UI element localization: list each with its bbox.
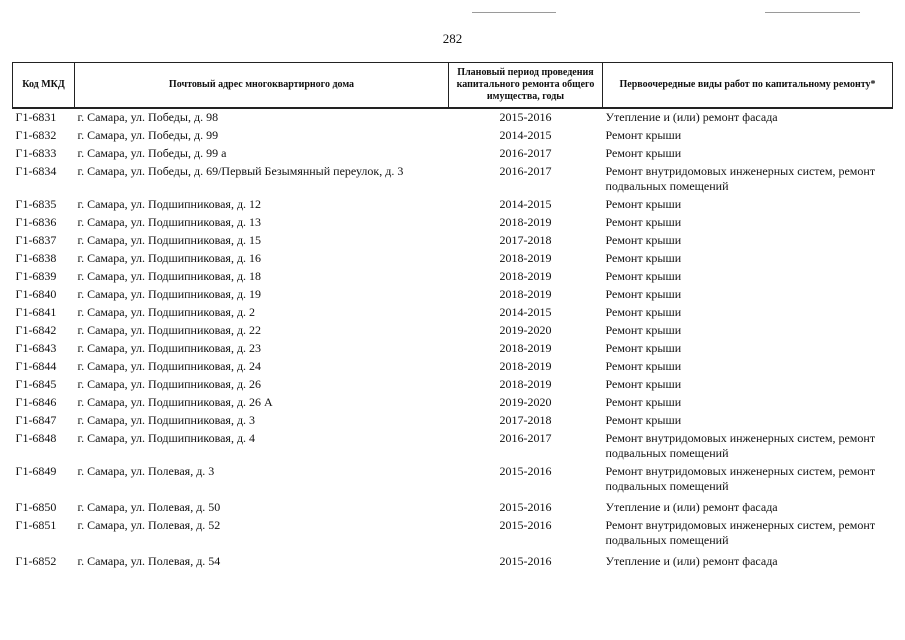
table-row: [13, 322, 893, 340]
repair-works-cell: Утепление и (или) ремонт фасада: [605, 554, 778, 568]
repair-period-cell: 2015-2016: [499, 500, 552, 514]
repair-works-cell: Ремонт внутридомовых инженерных систем, ремонт подвальных помещений: [605, 464, 876, 493]
repair-period-cell: 2015-2016: [499, 464, 552, 478]
header-works: Первоочередные виды работ по капитальному ремонту*: [603, 63, 893, 109]
address-cell: г. Самара, ул. Полевая, д. 54: [77, 554, 221, 568]
mkd-code-cell: Г1-6847: [15, 413, 57, 427]
repair-works-cell: Ремонт крыши: [605, 215, 682, 229]
mkd-code-cell: Г1-6841: [15, 305, 57, 319]
scan-artifact-line: [765, 12, 860, 13]
address-cell: г. Самара, ул. Победы, д. 99 а: [77, 146, 227, 160]
address-cell: г. Самара, ул. Подшипниковая, д. 26 А: [77, 395, 273, 409]
address-cell: г. Самара, ул. Полевая, д. 52: [77, 518, 221, 532]
repair-works-cell: Ремонт крыши: [605, 395, 682, 409]
header-period: Плановый период проведения капитального ремонта общего имущества, годы: [449, 63, 603, 109]
address-cell: г. Самара, ул. Подшипниковая, д. 2: [77, 305, 256, 319]
mkd-code-cell: Г1-6832: [15, 128, 57, 142]
table-row: [13, 196, 893, 214]
table-row: [13, 358, 893, 376]
repair-works-cell: Ремонт внутридомовых инженерных систем, ремонт подвальных помещений: [605, 518, 876, 547]
mkd-code-cell: Г1-6835: [15, 197, 57, 211]
repair-works-cell: Ремонт крыши: [605, 197, 682, 211]
repair-works-cell: Ремонт крыши: [605, 269, 682, 283]
address-cell: г. Самара, ул. Подшипниковая, д. 13: [77, 215, 262, 229]
repair-period-cell: 2018-2019: [499, 377, 552, 391]
repair-works-cell: Ремонт крыши: [605, 251, 682, 265]
header-address: Почтовый адрес многоквартирного дома: [75, 63, 449, 109]
table-row: [13, 376, 893, 394]
repair-period-cell: 2016-2017: [499, 164, 552, 178]
repair-period-cell: 2015-2016: [499, 518, 552, 532]
repair-works-cell: Ремонт крыши: [605, 146, 682, 160]
mkd-code-cell: Г1-6833: [15, 146, 57, 160]
table-row: [13, 550, 893, 571]
repair-works-cell: Утепление и (или) ремонт фасада: [605, 110, 778, 124]
address-cell: г. Самара, ул. Победы, д. 99: [77, 128, 219, 142]
table-row: [13, 127, 893, 145]
repair-period-cell: 2014-2015: [499, 305, 552, 319]
table-row: [13, 108, 893, 127]
repair-period-cell: 2019-2020: [499, 323, 552, 337]
address-cell: г. Самара, ул. Подшипниковая, д. 4: [77, 431, 256, 445]
address-cell: г. Самара, ул. Подшипниковая, д. 26: [77, 377, 262, 391]
repair-period-cell: 2015-2016: [499, 554, 552, 568]
repair-period-cell: 2019-2020: [499, 395, 552, 409]
repair-works-cell: Ремонт внутридомовых инженерных систем, ремонт подвальных помещений: [605, 431, 876, 460]
repair-period-cell: 2015-2016: [499, 110, 552, 124]
mkd-code-cell: Г1-6839: [15, 269, 57, 283]
address-cell: г. Самара, ул. Победы, д. 69/Первый Безымянный переулок, д. 3: [77, 164, 404, 178]
address-cell: г. Самара, ул. Полевая, д. 50: [77, 500, 221, 514]
repair-works-cell: Ремонт крыши: [605, 305, 682, 319]
mkd-code-cell: Г1-6838: [15, 251, 57, 265]
mkd-code-cell: Г1-6844: [15, 359, 57, 373]
mkd-code-cell: Г1-6852: [15, 554, 57, 568]
address-cell: г. Самара, ул. Подшипниковая, д. 12: [77, 197, 262, 211]
mkd-code-cell: Г1-6851: [15, 518, 57, 532]
repair-period-cell: 2016-2017: [499, 146, 552, 160]
page-number: 282: [442, 31, 463, 46]
table-row: [13, 232, 893, 250]
table-header-row: [13, 63, 893, 109]
mkd-code-cell: Г1-6834: [15, 164, 57, 178]
header-code: Код МКД: [13, 63, 75, 109]
table-row: [13, 463, 893, 496]
table-row: [13, 214, 893, 232]
table-row: [13, 394, 893, 412]
address-cell: г. Самара, ул. Подшипниковая, д. 19: [77, 287, 262, 301]
mkd-code-cell: Г1-6843: [15, 341, 57, 355]
repair-works-cell: Ремонт внутридомовых инженерных систем, ремонт подвальных помещений: [605, 164, 876, 193]
repair-works-cell: Утепление и (или) ремонт фасада: [605, 500, 778, 514]
mkd-code-cell: Г1-6837: [15, 233, 57, 247]
table-body: [13, 108, 893, 571]
table-row: [13, 145, 893, 163]
mkd-code-cell: Г1-6845: [15, 377, 57, 391]
table-row: [13, 412, 893, 430]
repair-period-cell: 2018-2019: [499, 287, 552, 301]
table-row: [13, 304, 893, 322]
repair-works-cell: Ремонт крыши: [605, 413, 682, 427]
repair-works-cell: Ремонт крыши: [605, 359, 682, 373]
repair-period-cell: 2017-2018: [499, 233, 552, 247]
address-cell: г. Самара, ул. Подшипниковая, д. 24: [77, 359, 262, 373]
repair-period-cell: 2017-2018: [499, 413, 552, 427]
mkd-code-cell: Г1-6849: [15, 464, 57, 478]
address-cell: г. Самара, ул. Подшипниковая, д. 18: [77, 269, 262, 283]
repair-period-cell: 2018-2019: [499, 359, 552, 373]
repair-period-cell: 2018-2019: [499, 269, 552, 283]
table-row: [13, 268, 893, 286]
address-cell: г. Самара, ул. Полевая, д. 3: [77, 464, 215, 478]
table-row: [13, 496, 893, 517]
repair-period-cell: 2014-2015: [499, 197, 552, 211]
repair-works-cell: Ремонт крыши: [605, 233, 682, 247]
table-row: [13, 163, 893, 196]
mkd-code-cell: Г1-6831: [15, 110, 57, 124]
address-cell: г. Самара, ул. Подшипниковая, д. 15: [77, 233, 262, 247]
address-cell: г. Самара, ул. Подшипниковая, д. 22: [77, 323, 262, 337]
mkd-code-cell: Г1-6846: [15, 395, 57, 409]
repair-period-cell: 2016-2017: [499, 431, 552, 445]
repair-works-cell: Ремонт крыши: [605, 128, 682, 142]
repair-works-cell: Ремонт крыши: [605, 287, 682, 301]
repair-works-cell: Ремонт крыши: [605, 323, 682, 337]
repair-works-cell: Ремонт крыши: [605, 341, 682, 355]
repair-period-cell: 2018-2019: [499, 215, 552, 229]
mkd-code-cell: Г1-6836: [15, 215, 57, 229]
scan-artifact-line: [472, 12, 556, 13]
repair-period-cell: 2014-2015: [499, 128, 552, 142]
table-row: [13, 517, 893, 550]
mkd-code-cell: Г1-6848: [15, 431, 57, 445]
table-row: [13, 340, 893, 358]
repair-period-cell: 2018-2019: [499, 341, 552, 355]
table-row: [13, 286, 893, 304]
mkd-code-cell: Г1-6850: [15, 500, 57, 514]
address-cell: г. Самара, ул. Победы, д. 98: [77, 110, 219, 124]
repair-period-cell: 2018-2019: [499, 251, 552, 265]
mkd-code-cell: Г1-6842: [15, 323, 57, 337]
table-row: [13, 250, 893, 268]
address-cell: г. Самара, ул. Подшипниковая, д. 23: [77, 341, 262, 355]
address-cell: г. Самара, ул. Подшипниковая, д. 3: [77, 413, 256, 427]
mkd-code-cell: Г1-6840: [15, 287, 57, 301]
table-row: [13, 430, 893, 463]
address-cell: г. Самара, ул. Подшипниковая, д. 16: [77, 251, 262, 265]
capital-repair-table: [12, 62, 893, 571]
repair-works-cell: Ремонт крыши: [605, 377, 682, 391]
